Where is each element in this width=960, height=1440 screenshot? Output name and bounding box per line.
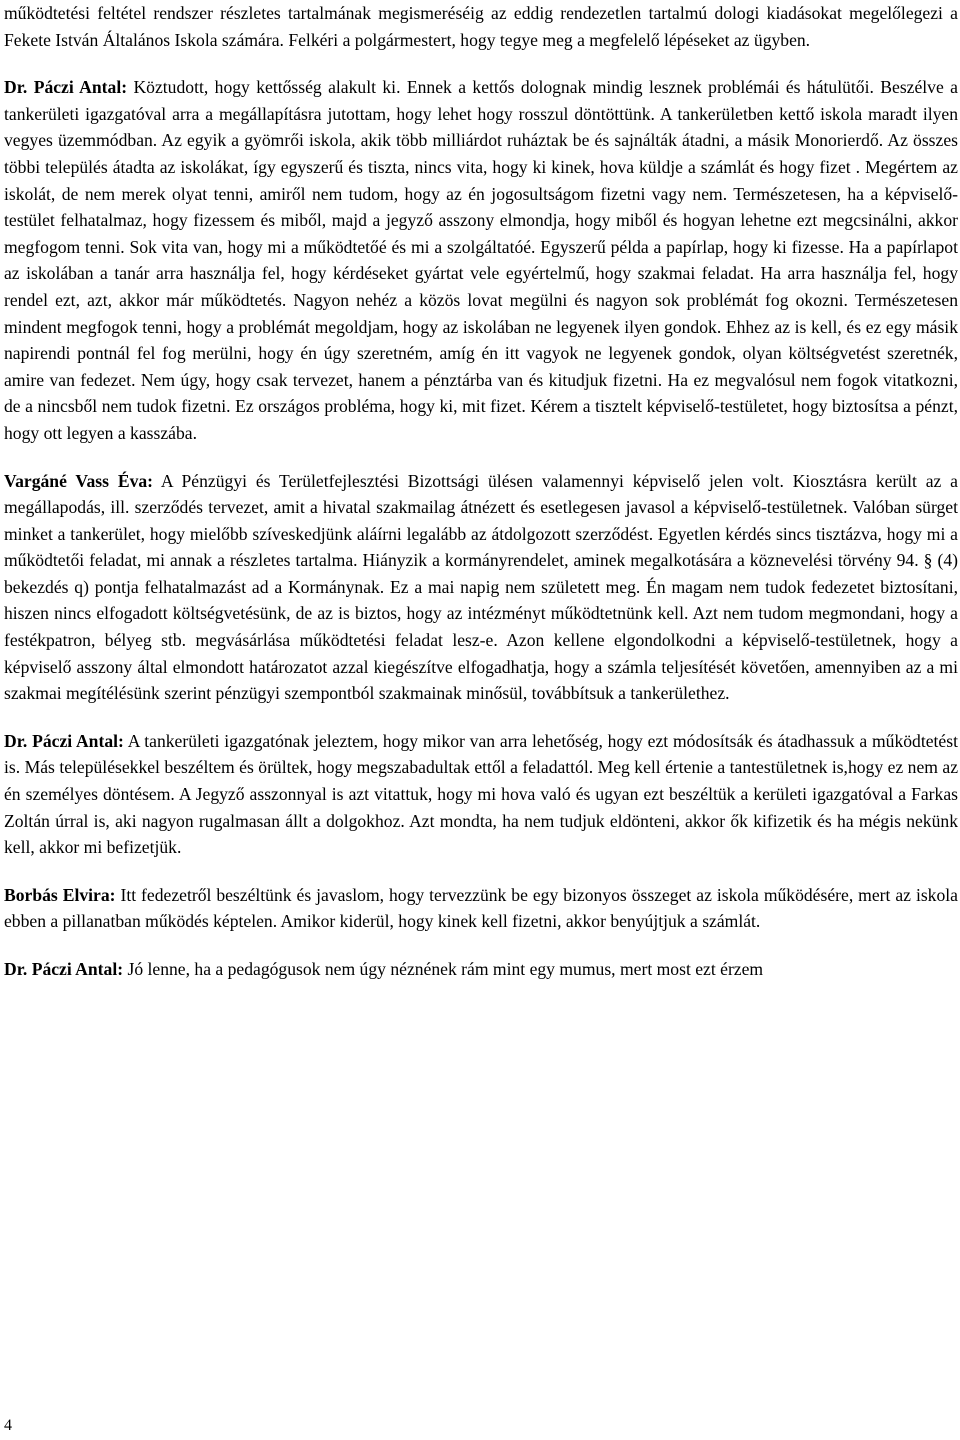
speaker-name: Borbás Elvira: xyxy=(4,884,116,905)
speaker-name: Dr. Páczi Antal: xyxy=(4,959,124,979)
paragraph-text: Köztudott, hogy kettősség alakult ki. Ennek a kettős dolognak mindig lesznek problémái és hátulütői. Beszélve a tankerületi igazgatóval arra a megállapításra jutottam, hogy lehet hogy rosszul döntöttünk. A tankerületben kettő iskola maradt ilyen vegyes üzemmódban. Az egyik a gyömrői iskola, akik több milliárdot ruháztak be és sajnálták átadni, a másik Monorierdő. Az összes többi település átadta az iskolákat, így egyszerű és tiszta, nincs vita, hogy ki kinek, hova küldje a számlát és hogy fizet . Megértem az iskolát, de nem merek olyat tenni, amiről nem tudom, hogy az én jogosultságom fizetni vagy nem. Természetesen, ha a képviselő-testület felhatalmaz, hogy fizessem és miből, majd a jegyző asszony elmondja, hogy miből és hogyan lehetne ezt megcsinálni, akkor megfogom tenni. Sok vita van, hogy mi a működtetőé és mi a szolgáltatóé. Egyszerű példa a papírlap, hogy ki fizesse. Ha a papírlapot az iskolában a tanár arra használja fel, hogy kérdéseket gyártat vele egyértelmű, hogy szakmai feladat. Ha arra használja fel, hogy rendel ezt, azt, akkor már működtetés. Nagyon nehéz a közös lovat megülni és nagyon sok problémát fog okozni. Természetesen mindent megfogok tenni, hogy a problémát megoldjam, hogy az iskolában ne legyenek ilyen gondok. Ehhez az is kell, és ez egy másik napirendi pontnál fel fog merülni, hogy én úgy szeretném, amíg én itt vagyok ne legyenek gondok, olyan költségvetést szeretnék, amire van fedezet. Nem úgy, hogy csak tervezet, hanem a pénztárba van és kitudjuk fizetni. Ha ez megvalósul nem fogok vitatkozni, de a nincsből nem tudok fizetni. Ez országos probléma, hogy ki, mit fizet. Kérem a tisztelt képviselő-testületet, hogy biztosítsa a pénzt, hogy ott legyen a kasszába. xyxy=(4,77,958,443)
paragraph-speech-paczi-2 xyxy=(4,728,958,861)
page-number: 4 xyxy=(4,1417,12,1434)
speaker-name: Dr. Páczi Antal: xyxy=(4,77,128,98)
paragraph-speech-paczi-1 xyxy=(4,74,958,446)
paragraph-continuation xyxy=(4,0,958,53)
paragraph-text: Itt fedezetről beszéltünk és javaslom, hogy tervezzünk be egy bizonyos összeget az iskola működésére, mert az iskola ebben a pillanatban működés képtelen. Amikor kiderül, hogy kinek kell fizetni, akkor benyújtjuk a számlát. xyxy=(4,884,958,932)
document-page xyxy=(4,0,958,983)
paragraph-speech-vargane xyxy=(4,468,958,707)
paragraph-speech-borbas xyxy=(4,882,958,935)
paragraph-text: működtetési feltétel rendszer részletes tartalmának megismeréséig az eddig rendezetlen tartalmú dologi kiadásokat megelőlegezi a Fekete István Általános Iskola számára. Felkéri a polgármestert, hogy tegye meg a megfelelő lépéseket az ügyben. xyxy=(4,3,958,50)
paragraph-text: Jó lenne, ha a pedagógusok nem úgy néznének rám mint egy mumus, mert most ezt érzem xyxy=(123,959,764,979)
paragraph-text: A Pénzügyi és Területfejlesztési Bizottsági ülésen valamennyi képviselő jelen volt. Kiosztásra került az a megállapodás, ill. szerződés tervezet, amit a hivatal szakmailag átnézett és esetlegesen javasol a képviselő-testületnek. Valóban sürget minket a tankerület, hogy mielőbb szíveskedjünk aláírni legalább az átdolgozott szerződést. Egyetlen kérdés sincs tisztázva, hogy mi a működtetői feladat, mi annak a részletes tartalma. Hiányzik a kormányrendelet, aminek megalkotására a köznevelési törvény 94. § (4) bekezdés q) pontja felhatalmazást ad a Kormánynak. Ez a mai napig nem született meg. Én magam nem tudok fedezetet biztosítani, hiszen nincs elfogadott költségvetésünk, de az is biztos, hogy az intézményt működtetnünk kell. Azt nem tudom megmondani, hogy a festékpatron, bélyeg stb. megvásárlása működtetési feladat lesz-e. Azon kellene elgondolkodni a képviselő-testületnek, hogy a képviselő asszony által elmondott határozatot azzal kiegészítve elfogadhatja, hogy a számla teljesítését követően, amennyiben az a mi szakmai megítélésünk szerint pénzügyi szempontból szakmainak minősül, továbbítsuk a tankerülethez. xyxy=(4,470,958,704)
speaker-name: Dr. Páczi Antal: xyxy=(4,730,124,751)
speaker-name: Vargáné Vass Éva: xyxy=(4,470,154,491)
paragraph-speech-paczi-3 xyxy=(4,956,958,983)
paragraph-text: A tankerületi igazgatónak jeleztem, hogy mikor van arra lehetőség, hogy ezt módosítsák és átadhassuk a működtetést is. Más településekkel beszéltem és örültek, hogy megszabadultak ettől a feladattól. Meg kell értenie a tantestületnek is,hogy ez nem az én személyes döntésem. A Jegyző asszonnyal is azt vitattuk, hogy mi hova való és ugyan ezt beszéltük a kerületi igazgatóval a Farkas Zoltán úrral is, aki nagyon rugalmasan állt a dolgokhoz. Azt mondta, ha nem tudjuk eldönteni, akkor ők kifizetik és ha mégis nekünk kell, akkor mi befizetjük. xyxy=(4,730,958,858)
